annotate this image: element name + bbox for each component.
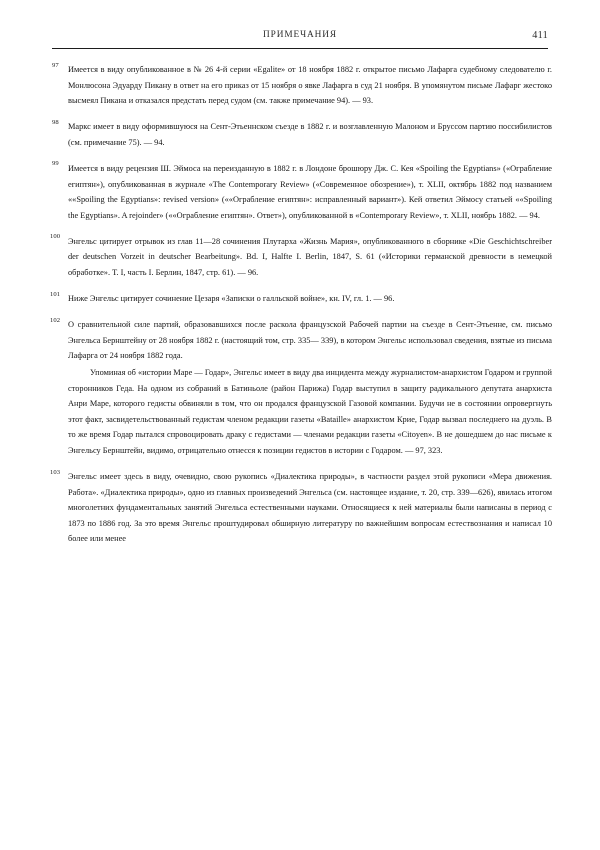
endnote-100 [52, 234, 552, 281]
endnote-text [68, 119, 552, 150]
endnote-number: 103 [50, 468, 61, 476]
endnote-102 [52, 317, 552, 458]
endnote-paragraph: Упоминая об «истории Маре — Годар», Энгельс имеет в виду два инцидента между журналистом-анархистом Годаром и группой сторонников Геда. На одном из собраний в Батиньоле (район Парижа) Годар выступил в защиту радикального депутата анархиста Анри Маре, которого гедисты обвиняли в том, что он продался французской Газовой компании. Будучи не в состоянии опровергнуть этот факт, засвидетельствованный гедистам членом редакции газеты «Bataille» анархистом Крие, Годар вызвал последнего на дуэль. В то же время Годар пытался спровоцировать драку с гедистами — членами редакции газеты «Citoyen». В не дошедшем до нас письме к Энгельсу Бернштейн, видимо, отрицательно отнесся к позиции гедистов в истории с Годаром. — 97, 323. [68, 368, 552, 455]
endnote-98 [52, 119, 552, 150]
endnote-paragraph: Ниже Энгельс цитирует сочинение Цезаря «Записки о галльской войне», кн. IV, гл. 1. — 96. [68, 294, 395, 304]
endnote-101 [52, 291, 552, 307]
endnote-paragraph: Энгельс цитирует отрывок из глав 11—28 сочинения Плутарха «Жизнь Мария», опубликованного в сборнике «Die Geschichtschreiber der deutschen Vorzeit in deutscher Bearbeitung». Bd. I, Halfte I. Berlin, 1847, S. 61 («Историки германской древности в немецкой обработке». Т. I, часть I. Берлин, 1847, стр. 61). — 96. [68, 236, 552, 278]
endnote-paragraph: Маркс имеет в виду оформившуюся на Сент-Этьеннском съезде в 1882 г. и возглавленную Малоном и Бруссом партию поссибилистов (см. примечание 75). — 94. [68, 122, 552, 147]
endnote-number: 97 [52, 61, 59, 69]
endnote-paragraph: О сравнительной силе партий, образовавшихся после раскола французской Рабочей партии на съезде в Сент-Этьенне, см. письмо Энгельса Бернштейну от 28 ноября 1882 г. (настоящий том, стр. 335— 339), в котором Энгельс использовал сведения, взятые из письма Лафарга от 24 ноября 1882 года. [68, 320, 552, 361]
header-rule [52, 48, 548, 49]
endnote-paragraph: Энгельс имеет здесь в виду, очевидно, свою рукопись «Диалектика природы», в частности раздел этой рукописи «Мера движения. Работа». «Диалектика природы», одно из главных произведений Энгельса (см. настоящее издание, т. 20, стр. 339—626), явилась итогом многолетних фундаментальных занятий Энгельса естественными науками. Относящиеся к ней материалы были написаны в период с 1873 по 1886 год. За это время Энгельс проштудировал обширную литературу по важнейшим вопросам естествознания и написал 10 более или менее [68, 472, 552, 544]
endnote-number: 98 [52, 118, 59, 126]
endnote-103 [52, 469, 552, 547]
endnote-97 [52, 62, 552, 109]
running-header-title: ПРИМЕЧАНИЯ [263, 30, 337, 40]
endnote-paragraph: Имеется в виду опубликованное в № 26 4-й серии «Egalite» от 18 ноября 1882 г. открытое письмо Лафарга судебному следователю г. Монлюсона Эдуарду Пикану в ответ на его приказ от 15 ноября о явке Лафарга в суд 21 ноября. В упомянутом письме Лафарг жестоко высмеял Пикана и отказался предстать перед судом (см. также примечание 94). — 93. [68, 65, 552, 106]
endnote-paragraph: Имеется в виду рецензия Ш. Эймоса на переизданную в 1882 г. в Лондоне брошюру Дж. С. Кея «Spoiling the Egyptians» («Ограбление египтян»), опубликованная в журнале «The Contemporary Review» («Современное обозрение»), т. XLII, октябрь 1882 под названием ««Spoiling the Egyptians»: revised version» (««Ограбление египтян»: исправленный вариант»). Кей ответил Эймосу статьей ««Spoiling the Egyptians». A rejoinder» (««Ограбление египтян». Ответ»), опубликованной в «Contemporary Review», т. XLII, ноябрь 1882. — 94. [68, 163, 552, 220]
endnote-text [68, 291, 552, 307]
endnote-text [68, 161, 552, 223]
endnote-number: 102 [50, 316, 61, 324]
endnote-text [68, 234, 552, 281]
endnote-number: 100 [50, 233, 61, 241]
endnote-text [68, 62, 552, 109]
running-header-inner [52, 30, 548, 46]
endnote-text [68, 469, 552, 547]
endnote-number: 99 [52, 160, 59, 168]
endnotes-list [52, 62, 552, 558]
endnote-number: 101 [50, 290, 61, 298]
endnote-99 [52, 161, 552, 223]
page-number: 411 [532, 30, 548, 41]
endnote-text [68, 317, 552, 458]
